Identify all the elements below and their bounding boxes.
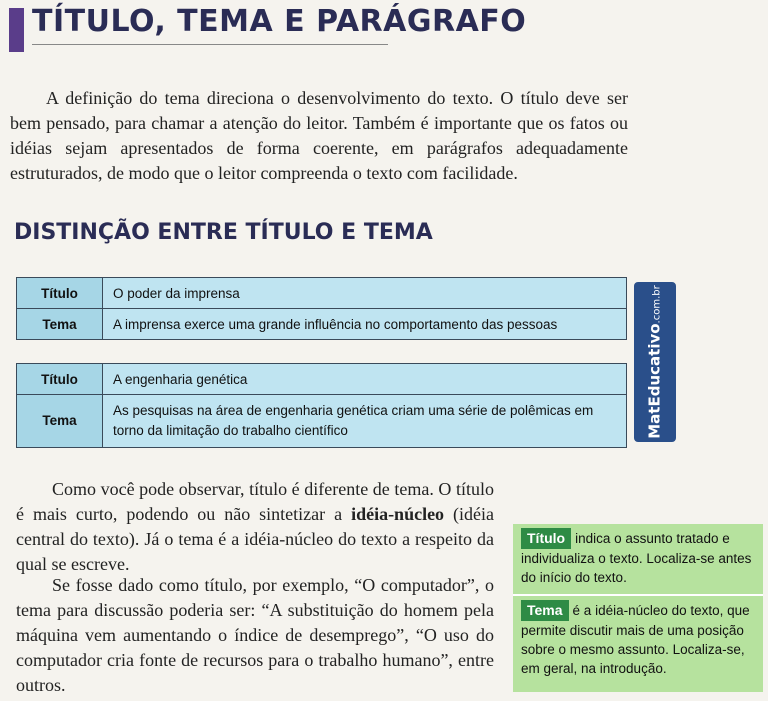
table-row (17, 309, 627, 340)
row-label: Título (17, 278, 103, 309)
definition-tema (521, 600, 755, 678)
table-row (17, 395, 627, 448)
row-label: Tema (17, 309, 103, 340)
intro-paragraph: A definição do tema direciona o desenvolvimento do texto. O título deve ser bem pensado, para chamar a atenção do leitor. Também é importante que os fatos ou idéias sejam apresentados de forma coerente, em parágrafos adequadamente estruturados, de modo que o leitor compreenda o texto com facilidade. (10, 88, 628, 183)
row-value: As pesquisas na área de engenharia genética criam uma série de polêmicas em torno da limitação do trabalho científico (103, 395, 627, 448)
row-value: O poder da imprensa (103, 278, 627, 309)
table-row (17, 364, 627, 395)
row-value: A engenharia genética (103, 364, 627, 395)
site-logo-badge (634, 282, 676, 442)
p1-bold-term: idéia-núcleo (351, 504, 445, 524)
definition-text: é a idéia-núcleo do texto, que permite discutir mais de uma posição sobre o mesmo assunto. Localiza-se, em geral, na introdução. (521, 603, 750, 676)
sidebar-divider (513, 594, 763, 596)
p1-text-b: (idéia central do texto). Já o tema é a idéia-núcleo do texto a respeito da qual se escreve. (16, 504, 494, 574)
p1-text-a: Como você pode observar, título é diferente de tema. O título é mais curto, podendo ou não sintetizar a (16, 479, 494, 524)
table-row (17, 278, 627, 309)
title-underline (32, 44, 388, 45)
example-table-2 (16, 363, 627, 448)
row-value: A imprensa exerce uma grande influência no comportamento das pessoas (103, 309, 627, 340)
badge-suffix: .com.br (652, 285, 664, 324)
row-label: Tema (17, 395, 103, 448)
definition-tag: Tema (521, 600, 569, 621)
example-table-1 (16, 277, 627, 340)
body-paragraph-2: Se fosse dado como título, por exemplo, “O computador”, o tema para discussão poderia ser: “A substituição do homem pela máquina vem aumentando o índice de desemprego”, “O uso do computador cria fonte de recursos para o trabalho humano”, entre outros. (16, 575, 494, 695)
badge-text: MatEducativo (646, 323, 665, 439)
title-accent-bar (9, 8, 24, 52)
row-label: Título (17, 364, 103, 395)
section-title: DISTINÇÃO ENTRE TÍTULO E TEMA (14, 220, 433, 245)
definition-sidebar (513, 524, 763, 692)
definition-tag: Título (521, 528, 571, 549)
body-paragraph-1 (16, 477, 494, 577)
definition-titulo (521, 528, 755, 587)
definition-text: indica o assunto tratado e individualiza o texto. Localiza-se antes do início do texto. (521, 531, 752, 585)
page-title: TÍTULO, TEMA E PARÁGRAFO (32, 4, 527, 39)
